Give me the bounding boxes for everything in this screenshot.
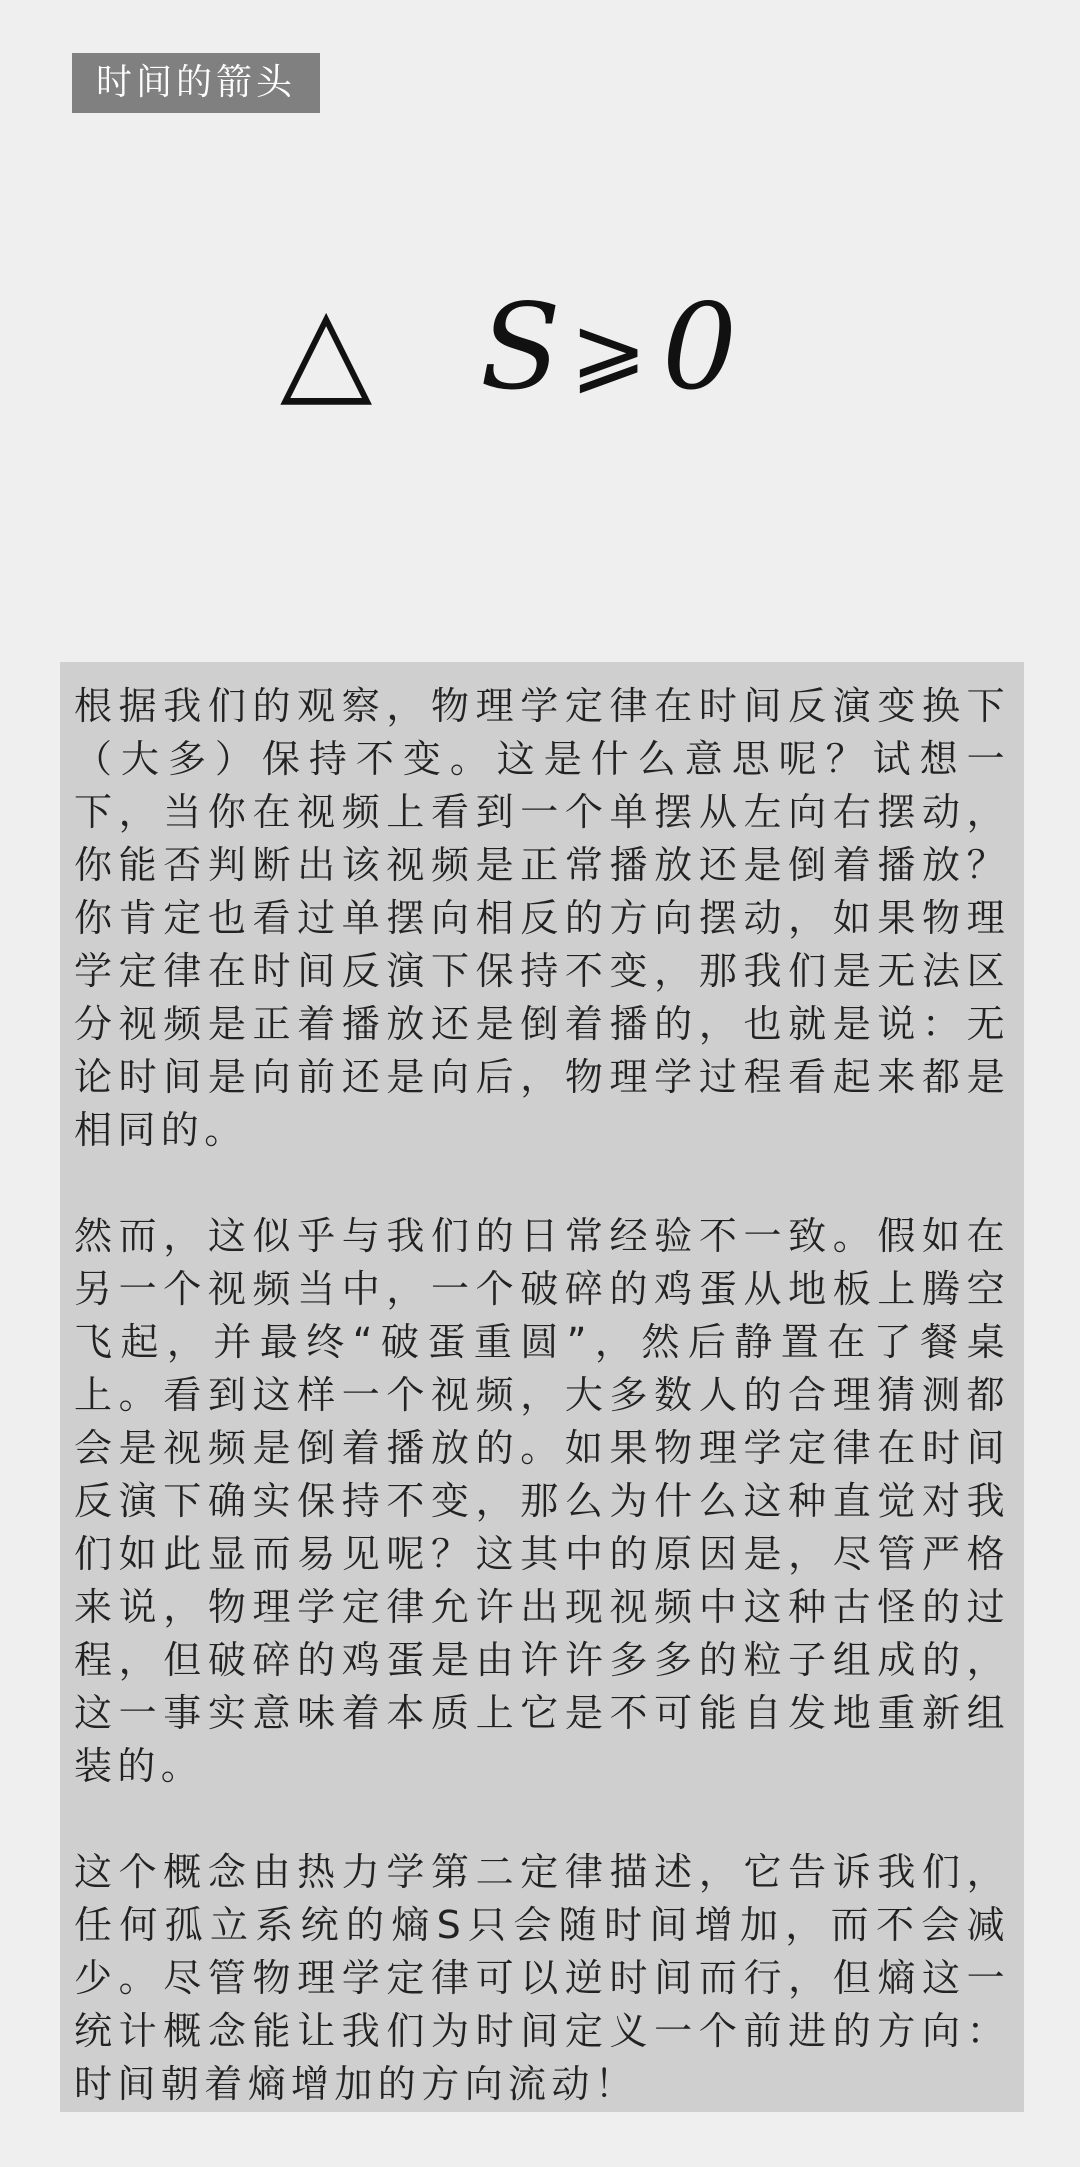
formula-graphic bbox=[280, 270, 800, 430]
entropy-symbol: S bbox=[480, 278, 561, 416]
article-body bbox=[60, 662, 1024, 2112]
zero-value: 0 bbox=[662, 278, 738, 416]
paragraph-3: 这个概念由热力学第二定律描述，它告诉我们，任何孤立系统的熵S只会随时间增加，而不会减少。尽管物理学定律可以逆时间而行，但熵这一统计概念能让我们为时间定义一个前进的方向：时间朝着熵增加的方向流动！ bbox=[74, 1850, 1010, 2106]
greater-equal-symbol: ⩾ bbox=[570, 297, 648, 404]
section-tag: 时间的箭头 bbox=[72, 53, 320, 113]
entropy-formula bbox=[280, 270, 800, 430]
paragraph-1: 根据我们的观察，物理学定律在时间反演变换下（大多）保持不变。这是什么意思呢？试想一下，当你在视频上看到一个单摆从左向右摆动，你能否判断出该视频是正常播放还是倒着播放？你肯定也看过单摆向相反的方向摆动，如果物理学定律在时间反演下保持不变，那我们是无法区分视频是正着播放还是倒着播的，也就是说：无论时间是向前还是向后，物理学过程看起来都是相同的。 bbox=[74, 684, 1010, 1152]
delta-symbol: △ bbox=[280, 280, 373, 419]
paragraph-2: 然而，这似乎与我们的日常经验不一致。假如在另一个视频当中，一个破碎的鸡蛋从地板上腾空飞起，并最终“破蛋重圆”，然后静置在了餐桌上。看到这样一个视频，大多数人的合理猜测都会是视频是倒着播放的。如果物理学定律在时间反演下确实保持不变，那么为什么这种直觉对我们如此显而易见呢？这其中的原因是，尽管严格来说，物理学定律允许出现视频中这种古怪的过程，但破碎的鸡蛋是由许许多多的粒子组成的，这一事实意味着本质上它是不可能自发地重新组装的。 bbox=[74, 1214, 1010, 1788]
